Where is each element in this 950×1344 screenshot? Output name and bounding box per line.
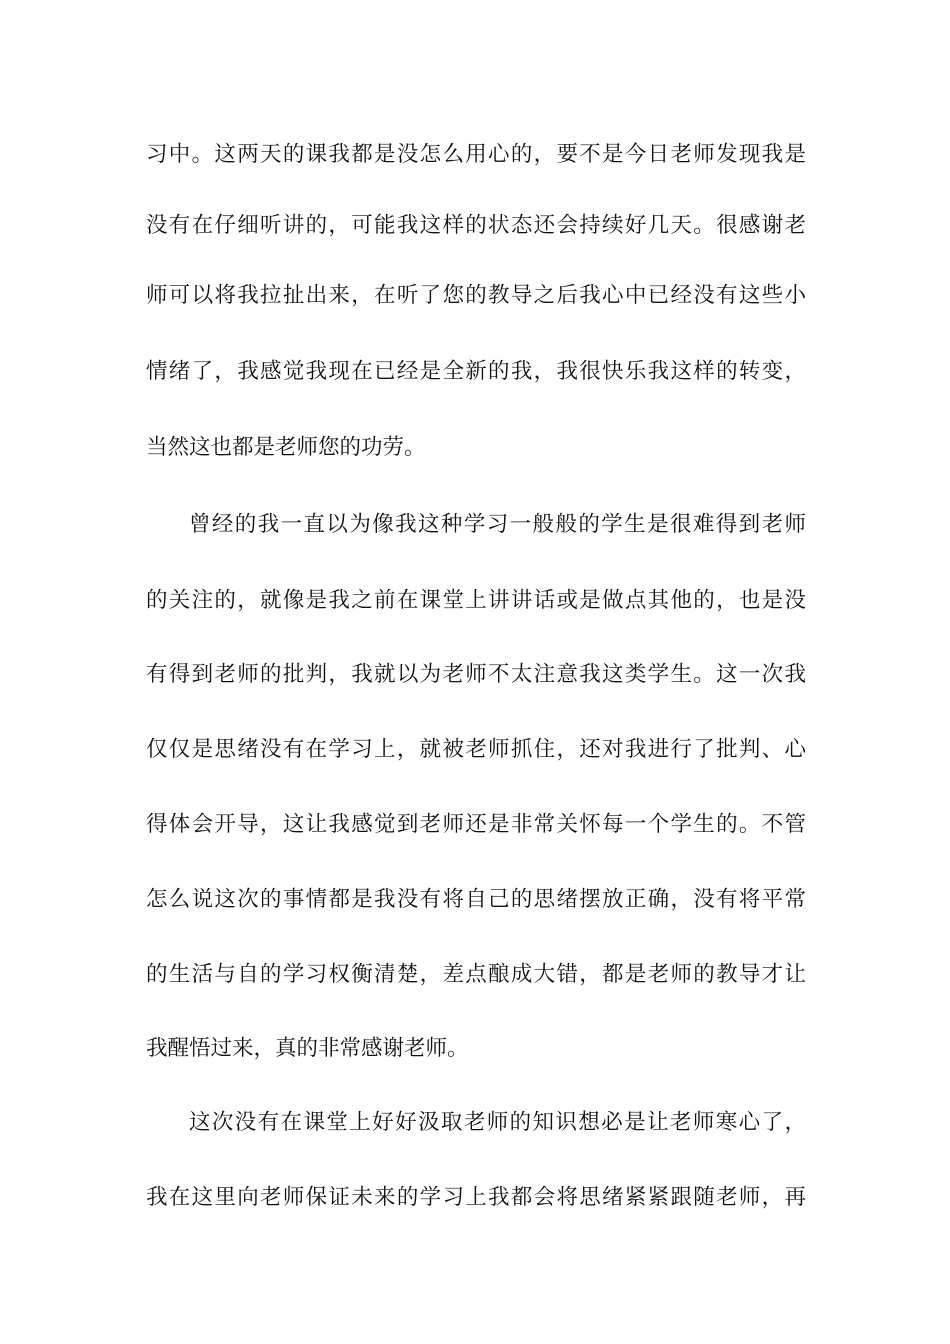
- text-line: 的关注的，就像是我之前在课堂上讲讲话或是做点其他的，也是没: [146, 588, 806, 613]
- text-line: 有得到老师的批判，我就以为老师不太注意我这类学生。这一次我: [146, 662, 806, 687]
- text-line: 得体会开导，这让我感觉到老师还是非常关怀每一个学生的。不管: [146, 812, 806, 837]
- text-line: 情绪了，我感觉我现在已经是全新的我，我很快乐我这样的转变，: [146, 359, 806, 384]
- text-line: 习中。这两天的课我都是没怎么用心的，要不是今日老师发现我是: [146, 142, 806, 167]
- text-line: 我在这里向老师保证未来的学习上我都会将思绪紧紧跟随老师，再: [146, 1185, 806, 1210]
- paragraph-first-line: 曾经的我一直以为像我这种学习一般般的学生是很难得到老师: [189, 512, 806, 537]
- text-line: 怎么说这次的事情都是我没有将自己的思绪摆放正确，没有将平常: [146, 887, 806, 912]
- text-line: 没有在仔细听讲的，可能我这样的状态还会持续好几天。很感谢老: [146, 213, 806, 238]
- text-line: 师可以将我拉扯出来，在听了您的教导之后我心中已经没有这些小: [146, 283, 806, 308]
- text-line: 仅仅是思绪没有在学习上，就被老师抓住，还对我进行了批判、心: [146, 737, 806, 762]
- text-line: 的生活与自的学习权衡清楚，差点酿成大错，都是老师的教导才让: [146, 962, 806, 987]
- text-line: 我醒悟过来，真的非常感谢老师。: [146, 1036, 469, 1061]
- paragraph-first-line: 这次没有在课堂上好好汲取老师的知识想必是让老师寒心了，: [189, 1110, 806, 1135]
- text-line: 当然这也都是老师您的功劳。: [146, 435, 426, 460]
